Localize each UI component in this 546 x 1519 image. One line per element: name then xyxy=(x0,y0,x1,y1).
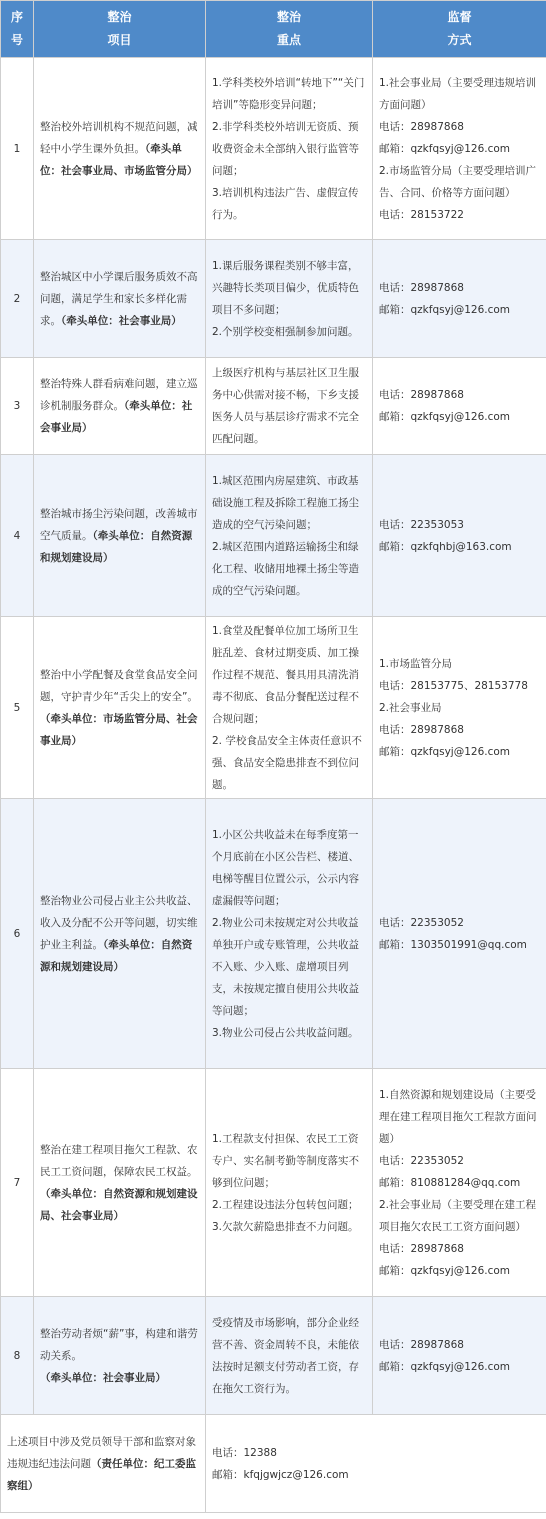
method-line: 电话：28987868 xyxy=(379,723,464,736)
row-focus xyxy=(206,240,373,358)
focus-line: 1.学科类校外培训“转地下”“关门培训”等隐形变异问题； xyxy=(212,76,365,111)
table-row xyxy=(1,58,546,240)
row-method xyxy=(373,240,546,358)
row-item xyxy=(34,617,206,799)
focus-line: 2.城区范围内道路运输扬尘和绿化工程、收储用地裸土扬尘等造成的空气污染问题。 xyxy=(212,540,359,597)
row-focus xyxy=(206,799,373,1069)
method-line: 1.市场监管分局 xyxy=(379,657,453,670)
method-line: 电话：28153722 xyxy=(379,208,464,221)
item-text: 整治劳动者烦“薪”事，构建和谐劳动关系。 xyxy=(40,1327,198,1362)
method-line: 1.自然资源和规划建设局（主要受理在建工程项目拖欠工程款方面问题） xyxy=(379,1088,537,1145)
method-line: 邮箱：qzkfqsyj@126.com xyxy=(379,142,511,155)
row-seq: 3 xyxy=(1,358,34,455)
lead-unit: （牵头单位：自然资源和规划建设局、社会事业局） xyxy=(40,1187,198,1222)
row-item xyxy=(34,240,206,358)
table-row xyxy=(1,455,546,617)
method-line: 电话：28153775、28153778 xyxy=(379,679,528,692)
focus-line: 2.工程建设违法分包转包问题； xyxy=(212,1198,359,1211)
row-focus xyxy=(206,455,373,617)
method-line: 2.市场监管分局（主要受理培训广告、合同、价格等方面问题） xyxy=(379,164,537,199)
method-line: 2.社会事业局（主要受理在建工程项目拖欠农民工工资方面问题） xyxy=(379,1198,537,1233)
footer-method-cell: 电话：12388 邮箱：kfqjgwjcz@126.com xyxy=(206,1415,546,1513)
method-line: 1.社会事业局（主要受理违规培训方面问题） xyxy=(379,76,537,111)
table-row xyxy=(1,240,546,358)
row-method xyxy=(373,455,546,617)
method-line: 邮箱：qzkfqhbj@163.com xyxy=(379,540,512,553)
row-item xyxy=(34,1297,206,1415)
table-row xyxy=(1,799,546,1069)
method-line: 邮箱：1303501991@qq.com xyxy=(379,938,527,951)
row-seq: 8 xyxy=(1,1297,34,1415)
lead-unit: （牵头单位：社会事业局、市场监管分局） xyxy=(40,142,198,177)
row-focus xyxy=(206,58,373,240)
method-line: 电话：28987868 xyxy=(379,1242,464,1255)
focus-line: 3.物业公司侵占公共收益问题。 xyxy=(212,1026,359,1039)
header-method: 监督 方式 xyxy=(373,1,546,58)
method-line: 邮箱：qzkfqsyj@126.com xyxy=(379,411,511,423)
method-line: 电话：22353052 xyxy=(379,1154,464,1167)
header-item: 整治 项目 xyxy=(34,1,206,58)
lead-unit: （牵头单位：社会事业局） xyxy=(40,400,193,434)
footer-row xyxy=(1,1415,546,1513)
focus-line: 上级医疗机构与基层社区卫生服务中心供需对接不畅，下乡支援医务人员与基层诊疗需求不完全匹配问题。 xyxy=(212,367,359,445)
row-focus xyxy=(206,1297,373,1415)
row-focus xyxy=(206,358,373,455)
row-focus xyxy=(206,1069,373,1297)
method-line: 邮箱：qzkfqsyj@126.com xyxy=(379,745,511,758)
row-method xyxy=(373,58,546,240)
row-method xyxy=(373,617,546,799)
header-row xyxy=(1,1,546,58)
focus-line: 1.城区范围内房屋建筑、市政基础设施工程及拆除工程施工扬尘造成的空气污染问题； xyxy=(212,474,359,531)
row-method xyxy=(373,1069,546,1297)
item-text: 整治中小学配餐及食堂食品安全问题，守护青少年“舌尖上的安全”。 xyxy=(40,668,198,703)
method-line: 2.社会事业局 xyxy=(379,701,442,714)
row-seq: 6 xyxy=(1,799,34,1069)
row-seq: 2 xyxy=(1,240,34,358)
footer-item-cell: 上述项目中涉及党员领导干部和监察对象违规违纪违法问题（责任单位：纪工委监察组） xyxy=(1,1415,206,1513)
method-line: 邮箱：810881284@qq.com xyxy=(379,1176,521,1189)
lead-unit: （牵头单位：社会事业局） xyxy=(61,314,182,327)
row-seq: 1 xyxy=(1,58,34,240)
focus-line: 3.培训机构违法广告、虚假宣传行为。 xyxy=(212,186,359,221)
method-line: 邮箱：qzkfqsyj@126.com xyxy=(379,303,511,316)
method-line: 邮箱：qzkfqsyj@126.com xyxy=(379,1264,511,1277)
focus-line: 2. 学校食品安全主体责任意识不强、食品安全隐患排查不到位问题。 xyxy=(212,734,362,791)
table-row xyxy=(1,617,546,799)
row-item xyxy=(34,455,206,617)
item-text: 整治城市扬尘污染问题，改善城市空气质量。 xyxy=(40,507,198,542)
item-text: 整治校外培训机构不规范问题，减轻中小学生课外负担。 xyxy=(40,120,198,155)
table-row xyxy=(1,1297,546,1415)
row-item xyxy=(34,799,206,1069)
row-item xyxy=(34,1069,206,1297)
method-line: 电话：28987868 xyxy=(379,389,464,401)
focus-line: 2.个别学校变相强制参加问题。 xyxy=(212,325,359,338)
focus-line: 2.物业公司未按规定对公共收益单独开户或专账管理，公共收益不入账、少入账、虚增项目列支，未按规定擅自使用公共收益等问题； xyxy=(212,916,359,1017)
row-item xyxy=(34,358,206,455)
focus-line: 2.非学科类校外培训无资质、预收费资金未全部纳入银行监管等问题； xyxy=(212,120,359,177)
method-line: 电话：28987868 xyxy=(379,281,464,294)
row-method xyxy=(373,1297,546,1415)
item-text: 整治特殊人群看病难问题，建立巡诊机制服务群众。 xyxy=(40,378,198,412)
table-row xyxy=(1,1069,546,1297)
row-seq: 7 xyxy=(1,1069,34,1297)
method-line: 电话：28987868 xyxy=(379,1338,464,1351)
lead-unit: （牵头单位：市场监管分局、社会事业局） xyxy=(40,712,198,747)
table-row xyxy=(1,358,546,455)
row-method xyxy=(373,799,546,1069)
method-line: 电话：22353052 xyxy=(379,916,464,929)
method-line: 电话：22353053 xyxy=(379,518,464,531)
header-seq: 序 号 xyxy=(1,1,34,58)
row-seq: 4 xyxy=(1,455,34,617)
focus-line: 1.课后服务课程类别不够丰富，兴趣特长类项目偏少，优质特色项目不多问题； xyxy=(212,259,359,316)
focus-line: 1.食堂及配餐单位加工场所卫生脏乱差、食材过期变质、加工操作过程不规范、餐具用具清洗消毒不彻底、食品分餐配送过程不合规问题； xyxy=(212,624,359,725)
row-focus xyxy=(206,617,373,799)
lead-unit: （牵头单位：社会事业局） xyxy=(40,1371,166,1384)
item-text: 整治在建工程项目拖欠工程款、农民工工资问题，保障农民工权益。 xyxy=(40,1143,198,1178)
focus-line: 1.工程款支付担保、农民工工资专户、实名制考勤等制度落实不够到位问题； xyxy=(212,1132,359,1189)
method-line: 电话：28987868 xyxy=(379,120,464,133)
row-method xyxy=(373,358,546,455)
item-text: 整治物业公司侵占业主公共收益、收入及分配不公开等问题，切实维护业主利益。 xyxy=(40,894,198,951)
item-text: 整治城区中小学课后服务质效不高问题，满足学生和家长多样化需求。 xyxy=(40,270,198,327)
row-item xyxy=(34,58,206,240)
focus-line: 3.欠款欠薪隐患排查不力问题。 xyxy=(212,1220,359,1233)
lead-unit: （牵头单位：自然资源和规划建设局） xyxy=(40,938,193,973)
method-line: 邮箱：qzkfqsyj@126.com xyxy=(379,1360,511,1373)
focus-line: 受疫情及市场影响，部分企业经营不善、资金周转不良，未能依法按时足额支付劳动者工资，存在拖欠工资行为。 xyxy=(212,1316,359,1395)
row-seq: 5 xyxy=(1,617,34,799)
focus-line: 1.小区公共收益未在每季度第一个月底前在小区公告栏、楼道、电梯等醒目位置公示，公示内容虚漏假等问题； xyxy=(212,828,359,907)
header-focus: 整治 重点 xyxy=(206,1,373,58)
lead-unit: （牵头单位：自然资源和规划建设局） xyxy=(40,529,193,564)
